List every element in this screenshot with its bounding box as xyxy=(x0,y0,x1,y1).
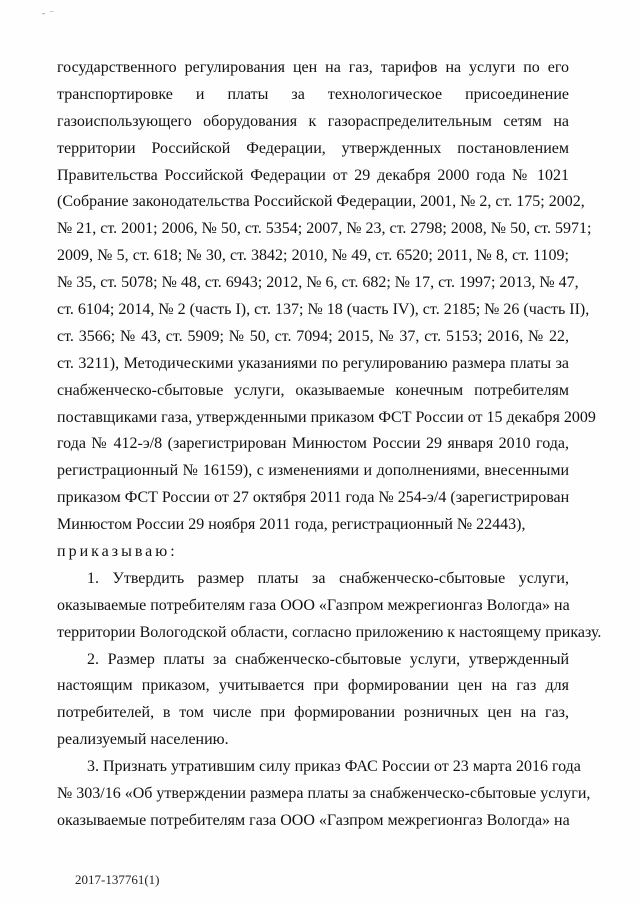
text-line: газоиспользующего оборудования к газораспределительным сетям на xyxy=(57,112,569,130)
text-line: ст. 3566; № 43, ст. 5909; № 50, ст. 7094; 2015, № 37, ст. 5153; 2016, № 22, xyxy=(57,327,569,345)
paragraph-1-line: территории Вологодской области, согласно приложению к настоящему приказу. xyxy=(57,623,602,641)
text-line: снабженческо-сбытовые услуги, оказываемые конечным потребителям xyxy=(57,381,569,399)
paragraph-2-line: 2. Размер платы за снабженческо-сбытовые услуги, утвержденный xyxy=(87,650,569,668)
document-body xyxy=(57,55,602,835)
paragraph-2-line: настоящим приказом, учитывается при формировании цен на газ для xyxy=(57,677,569,695)
text-line: Правительства Российской Федерации от 29 декабря 2000 года № 1021 xyxy=(57,166,569,184)
scan-mark: - ⁻ xyxy=(42,8,55,18)
text-line: транспортировке и платы за технологическое присоединение xyxy=(57,85,569,103)
text-line: № 35, ст. 5078; № 48, ст. 6943; 2012, № 6, ст. 682; № 17, ст. 1997; 2013, № 47, xyxy=(57,274,579,292)
text-line: № 21, ст. 2001; 2006, № 50, ст. 5354; 2007, № 23, ст. 2798; 2008, № 50, ст. 5971; xyxy=(57,220,592,238)
paragraph-2-line: реализуемый населению. xyxy=(57,731,229,749)
text-line: государственного регулирования цен на газ, тарифов на услуги по его xyxy=(57,59,569,76)
document-number-footer: 2017-137761(1) xyxy=(75,872,160,887)
text-line: регистрационный № 16159), с изменениями и дополнениями, внесенными xyxy=(57,462,569,480)
text-line: года № 412-э/8 (зарегистрирован Минюстом России 29 января 2010 года, xyxy=(57,435,569,453)
paragraph-3-line: оказываемые потребителям газа ООО «Газпром межрегионгаз Вологда» на xyxy=(57,811,570,829)
text-line: Минюстом России 29 ноября 2011 года, регистрационный № 22443), xyxy=(57,516,526,534)
paragraph-3-line: № 303/16 «Об утверждении размера платы за снабженческо-сбытовые услуги, xyxy=(57,785,591,803)
text-line: ст. 6104; 2014, № 2 (часть I), ст. 137; № 18 (часть IV), ст. 2185; № 26 (часть II), xyxy=(57,301,590,319)
paragraph-2-line: потребителей, в том числе при формировании розничных цен на газ, xyxy=(57,704,569,722)
paragraph-3-line: 3. Признать утратившим силу приказ ФАС России от 23 марта 2016 года xyxy=(87,758,581,776)
paragraph-1-line: оказываемые потребителям газа ООО «Газпром межрегионгаз Вологда» на xyxy=(57,596,570,614)
text-line: поставщиками газа, утвержденными приказом ФСТ России от 15 декабря 2009 xyxy=(57,408,596,426)
order-word: приказываю: xyxy=(57,543,178,561)
paragraph-1-line: 1. Утвердить размер платы за снабженческо-сбытовые услуги, xyxy=(87,569,569,587)
text-line: ст. 3211), Методическими указаниями по регулированию размера платы за xyxy=(57,354,569,372)
text-line: приказом ФСТ России от 27 октября 2011 года № 254-э/4 (зарегистрирован xyxy=(57,489,570,507)
text-line: (Собрание законодательства Российской Федерации, 2001, № 2, ст. 175; 2002, xyxy=(57,193,585,211)
text-line: территории Российской Федерации, утвержденных постановлением xyxy=(57,139,569,157)
text-line: 2009, № 5, ст. 618; № 30, ст. 3842; 2010, № 49, ст. 6520; 2011, № 8, ст. 1109; xyxy=(57,247,569,265)
